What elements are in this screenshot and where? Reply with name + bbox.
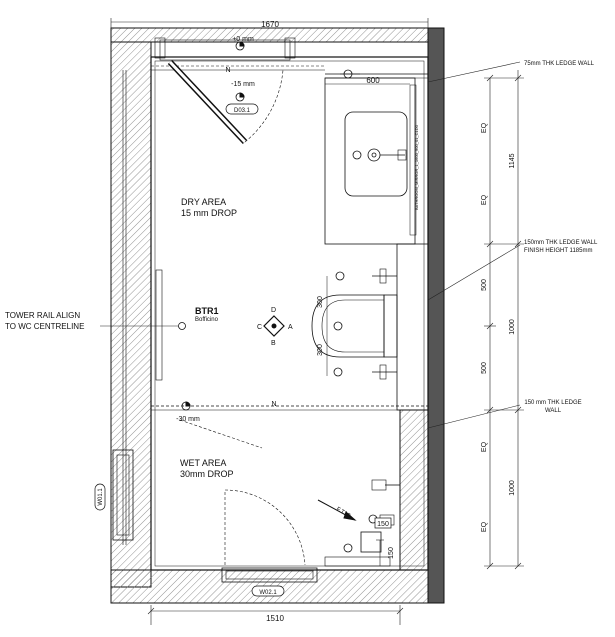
note-ledge-150b-2: WALL [544, 408, 562, 414]
door-letter-top: N [225, 67, 231, 74]
tag-door: D03.1 [233, 108, 251, 114]
dim-internal-width: 1510 [266, 614, 284, 623]
tag-window-bottom: W02.1 [259, 590, 277, 596]
vanity-ref: BATHROOM_MIRROR_1_1600_900_01_C1D0 [414, 125, 419, 210]
note-ledge-150-1: 150mm THK LEDGE WALL [524, 240, 598, 246]
vanity-counter [325, 78, 415, 244]
vanity-light-icon [353, 151, 361, 159]
compass-d: D [271, 307, 277, 314]
dim-vanity-width: 600 [366, 76, 380, 85]
dry-area-drop: 15 mm DROP [181, 208, 238, 218]
dim-wc-zone: 1000 [509, 319, 516, 335]
dim-wc-lower: 500 [481, 362, 488, 374]
dim-side-150: 150 [388, 547, 395, 559]
note-ledge-75: 75mm THK LEDGE WALL [524, 61, 595, 67]
wet-area-title: WET AREA [180, 458, 227, 468]
level-wet: -30 mm [176, 416, 200, 423]
compass-a: A [288, 324, 293, 331]
note-ledge-150b-1: 150 mm THK LEDGE [524, 400, 582, 406]
note-tower-rail-2: TO WC CENTRELINE [5, 322, 85, 331]
compass-b: B [271, 340, 276, 347]
dim-eq-2: EQ [481, 194, 488, 206]
tag-btr-code: BTR1 [195, 306, 219, 316]
level-dry: -15 mm [231, 81, 255, 88]
dim-vanity-zone: 1145 [509, 153, 516, 169]
dim-wc-offset-down: 300 [317, 344, 324, 356]
dim-eq-4: EQ [481, 521, 488, 533]
dim-wet-zone: 1000 [509, 480, 516, 496]
tag-btr-brand: Bofficino [195, 317, 218, 323]
tag-window-side: W01.1 [98, 488, 104, 506]
wc-centre-icon [334, 322, 342, 330]
shower-fittings [180, 420, 400, 566]
towel-rail-centre-icon [179, 323, 186, 330]
right-wall [428, 28, 444, 603]
wet-area-drop: 30mm DROP [180, 469, 234, 479]
level-top: +0 mm [232, 36, 254, 43]
shower-mixer [361, 532, 381, 552]
dim-wc-upper: 500 [481, 279, 488, 291]
setout-marker [264, 316, 284, 336]
dim-bottom-150: 150 [377, 521, 389, 528]
ft-ref: F.T10 [335, 506, 352, 520]
door [155, 38, 295, 142]
towel-rail [156, 270, 186, 380]
dim-overall-width: 1670 [261, 20, 279, 29]
ledge-wall-150-upper [397, 244, 428, 410]
dim-wc-offset-up: 300 [317, 296, 324, 308]
dry-area-title: DRY AREA [181, 197, 227, 207]
door-letter-mid: N [271, 401, 277, 408]
wc [312, 269, 397, 379]
vanity-basin [340, 70, 416, 235]
compass-c: C [257, 324, 263, 331]
dim-eq-1: EQ [481, 122, 488, 134]
labels [5, 20, 598, 623]
note-ledge-150-2: FINISH HEIGHT 1185mm [524, 248, 593, 254]
note-tower-rail-1: TOWER RAIL ALIGN [5, 311, 81, 320]
dim-eq-3: EQ [481, 441, 488, 453]
